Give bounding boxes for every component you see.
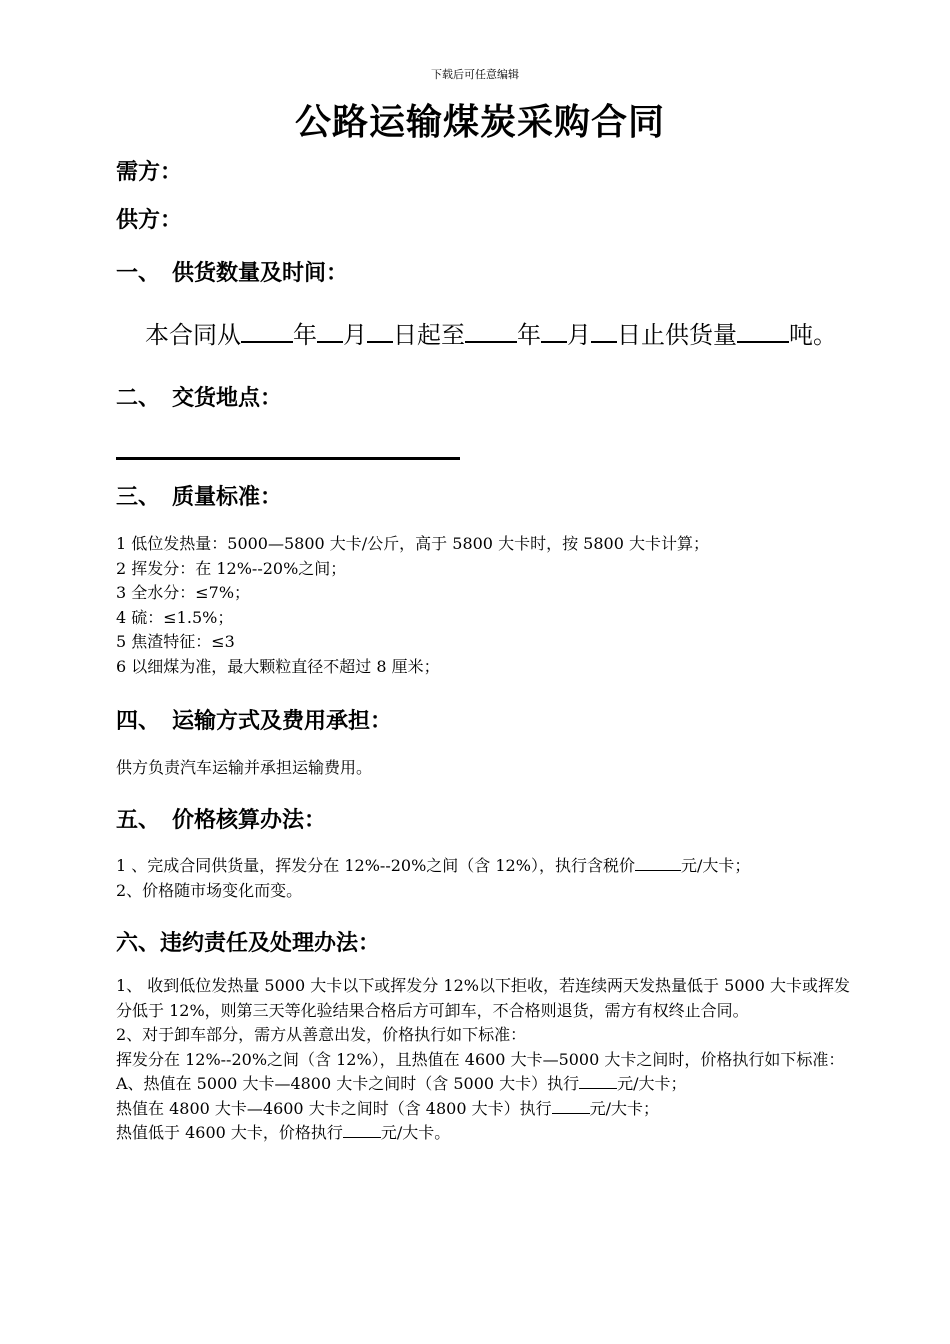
liability-line-a-unit: 元/大卡；	[617, 1074, 687, 1093]
section-5-heading	[116, 803, 326, 834]
header-note: 下载后可任意编辑	[431, 68, 519, 81]
liability-line-c	[116, 1121, 850, 1146]
quality-item: 2 挥发分：在 12%--20%之间；	[116, 558, 347, 578]
quality-item: 3 全水分：≤7%；	[116, 583, 251, 602]
liability-line-c-text: 热值低于 4600 大卡，价格执行	[116, 1123, 343, 1142]
section-3-title: 质量标准：	[172, 485, 283, 510]
quality-item: 1 低位发热量：5000—5800 大卡/公斤，高于 5800 大卡时，按 5800 大卡计算；	[116, 534, 709, 553]
section-2-title: 交货地点：	[172, 386, 283, 411]
section-6-heading	[116, 926, 380, 957]
section-3-heading	[116, 480, 282, 511]
section-1-title: 供货数量及时间：	[172, 261, 349, 286]
price-blank-a	[579, 1074, 617, 1089]
section-1-number: 一、	[116, 261, 161, 286]
section-2-number: 二、	[116, 386, 161, 411]
section-1-heading	[116, 256, 348, 287]
supply-text-1: 本合同从	[145, 321, 241, 349]
blank-end-day	[591, 319, 617, 343]
blank-start-month	[317, 319, 343, 343]
quality-item: 6 以细煤为准，最大颗粒直径不超过 8 厘米；	[116, 656, 440, 676]
section-4-heading	[116, 704, 392, 735]
blank-quantity	[737, 319, 789, 343]
blank-end-year	[465, 319, 517, 343]
pricing-text	[116, 854, 850, 903]
liability-line-b-text: 热值在 4800 大卡—4600 大卡之间时（含 4800 大卡）执行	[116, 1098, 552, 1118]
pricing-line-1-unit: 元/大卡；	[680, 856, 751, 875]
supply-text-5: 年	[517, 321, 541, 349]
section-2-heading	[116, 381, 282, 412]
supply-text-2: 年	[293, 321, 317, 349]
supply-text-7: 日止供货量	[617, 321, 737, 349]
section-5-title: 价格核算办法：	[172, 808, 327, 833]
supply-text-8: 吨。	[789, 321, 837, 349]
liability-paragraph-3: 挥发分在 12%--20%之间（含 12%），且热值在 4600 大卡—5000 大卡之间时，价格执行如下标准：	[116, 1049, 845, 1069]
supply-text-6: 月	[567, 321, 591, 349]
transport-text	[116, 756, 850, 781]
supply-text-4: 日起至	[393, 321, 465, 349]
pricing-line-1-text: 1 、完成合同供货量，挥发分在 12%--20%之间（含 12%），执行含税价	[116, 856, 635, 875]
pricing-line-2: 2、价格随市场变化而变。	[116, 880, 303, 900]
transport-paragraph: 供方负责汽车运输并承担运输费用。	[116, 758, 373, 777]
contract-title: 公路运输煤炭采购合同	[294, 102, 665, 143]
price-blank-b	[552, 1099, 590, 1114]
section-4-title: 运输方式及费用承担：	[172, 709, 393, 734]
liability-line-c-unit: 元/大卡。	[380, 1123, 451, 1142]
blank-start-year	[241, 319, 293, 343]
quality-list	[116, 532, 850, 679]
buyer-label: 需方：	[116, 160, 183, 185]
pricing-line-1	[116, 854, 850, 879]
price-blank	[635, 856, 681, 871]
delivery-address-blank-line	[116, 457, 460, 460]
liability-line-b	[116, 1097, 850, 1122]
blank-end-month	[541, 319, 567, 343]
supplier-label: 供方：	[116, 208, 183, 233]
liability-paragraph-1: 1、 收到低位发热量 5000 大卡以下或挥发分 12%以下拒收，若连续两天发热量低于 5000 大卡或挥发分低于 12%，则第三天等化验结果合格后方可卸车，不合格则退货，需方有权终止合同。	[116, 976, 850, 1020]
supply-text-3: 月	[343, 321, 367, 349]
liability-paragraph-2: 2、对于卸车部分，需方从善意出发，价格执行如下标准：	[116, 1025, 527, 1044]
section-3-number: 三、	[116, 485, 161, 510]
liability-line-a	[116, 1072, 850, 1097]
section-5-number: 五、	[116, 808, 161, 833]
section-6-title: 六、违约责任及处理办法：	[116, 931, 381, 956]
liability-line-b-unit: 元/大卡；	[589, 1098, 659, 1118]
price-blank-c	[343, 1123, 381, 1138]
section-4-number: 四、	[116, 709, 161, 734]
liability-text	[116, 974, 850, 1146]
supply-sentence	[145, 315, 837, 350]
quality-item: 4 硫：≤1.5%；	[116, 607, 234, 627]
liability-line-a-text: A、热值在 5000 大卡—4800 大卡之间时（含 5000 大卡）执行	[116, 1074, 580, 1093]
blank-start-day	[367, 319, 393, 343]
quality-item: 5 焦渣特征：≤3	[116, 632, 235, 651]
